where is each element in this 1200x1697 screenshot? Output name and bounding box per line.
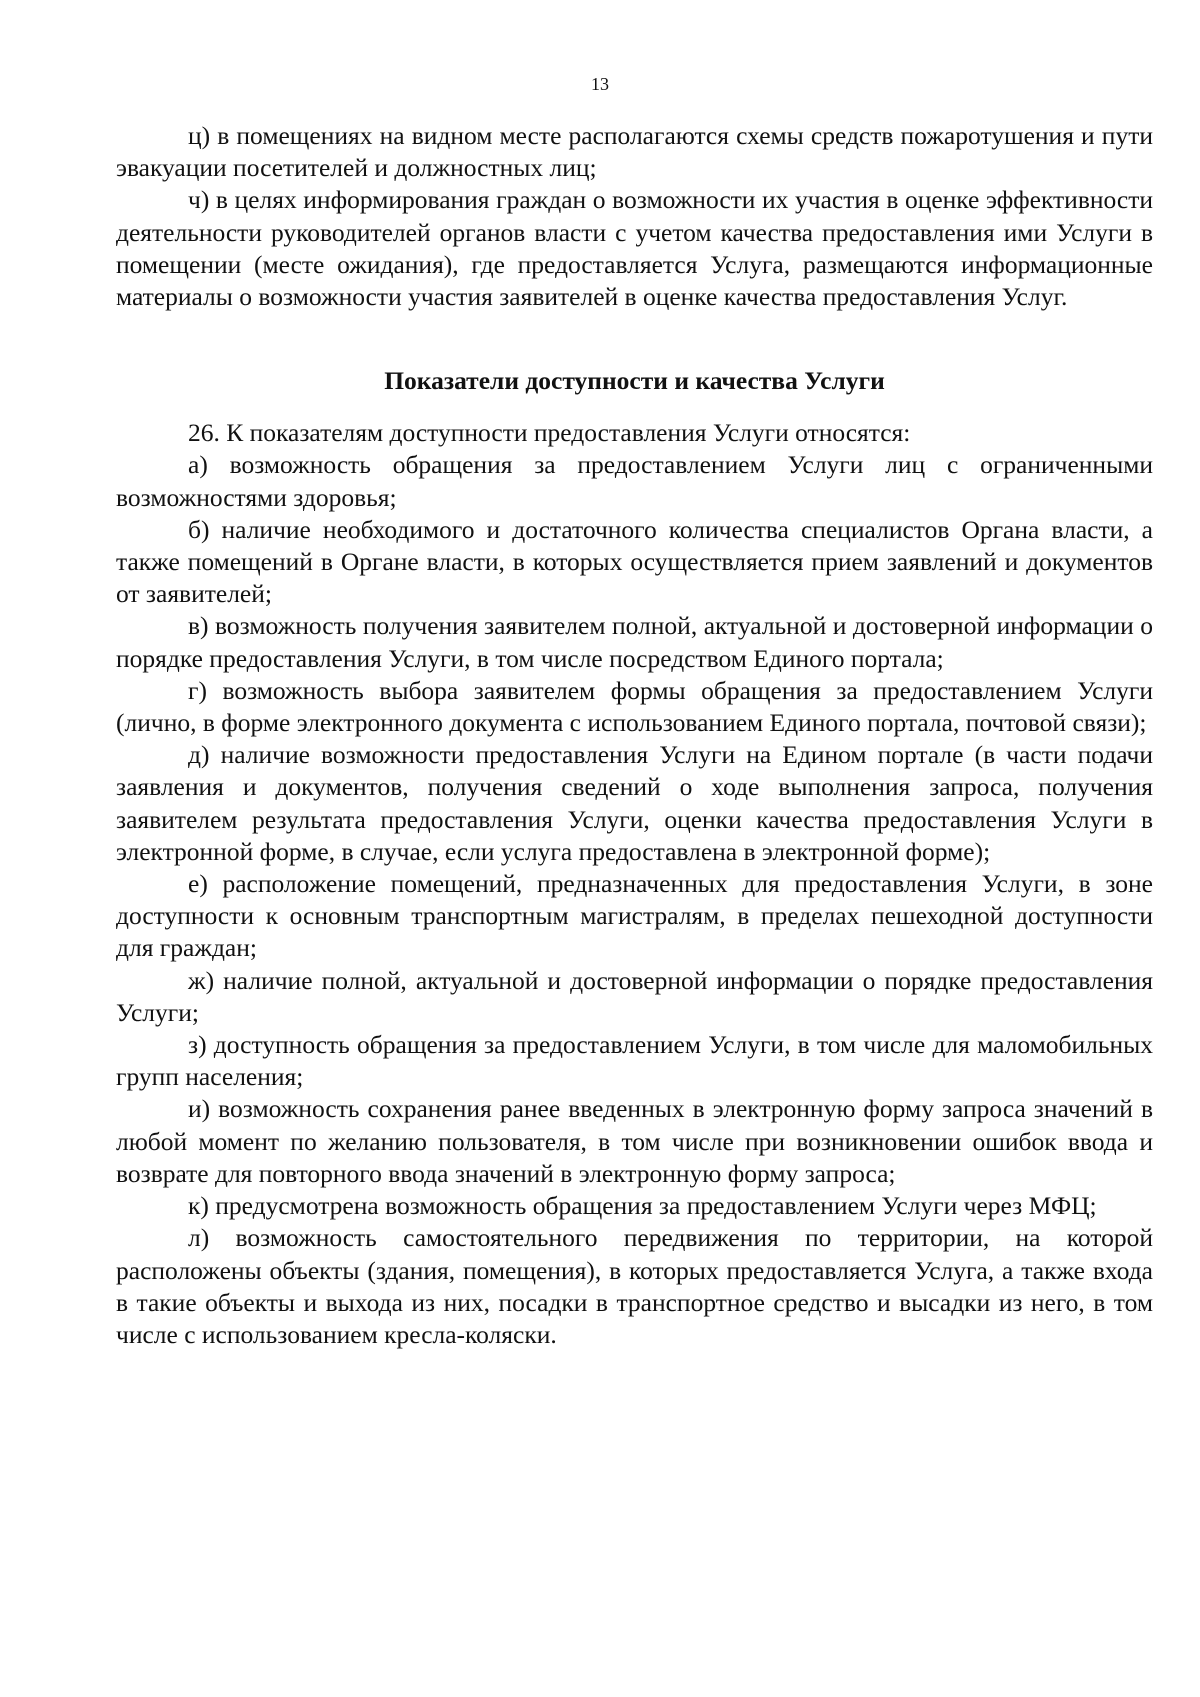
list-item-ch: ч) в целях информирования граждан о возможности их участия в оценке эффективности деятельности руководителей органов власти с учетом качества предоставления ими Услуги в помещении (месте ожидания), где предоставляется Услуга, размещаются информационные материалы о возможности участия заявителей в оценке качества предоставления Услуг. (116, 185, 1153, 312)
section-heading: Показатели доступности и качества Услуги (384, 366, 885, 396)
list-item-d: д) наличие возможности предоставления Услуги на Едином портале (в части подачи заявления и документов, получения сведений о ходе выполнения запроса, получения заявителем результата предоставления Услуги, оценки качества предоставления Услуги в электронной форме, в случае, если услуга предоставлена в электронной форме); (116, 740, 1153, 866)
list-item-i: и) возможность сохранения ранее введенных в электронную форму запроса значений в любой момент по желанию пользователя, в том числе при возникновении ошибок ввода и возврате для повторного ввода значений в электронную форму запроса; (116, 1094, 1153, 1188)
list-item-a: а) возможность обращения за предоставлением Услуги лиц с ограниченными возможностями здоровья; (116, 450, 1153, 512)
list-item-k: к) предусмотрена возможность обращения за предоставлением Услуги через МФЦ; (188, 1191, 1097, 1221)
list-item-v: в) возможность получения заявителем полной, актуальной и достоверной информации о порядке предоставления Услуги, в том числе посредством Единого портала; (116, 611, 1153, 673)
list-item-b: б) наличие необходимого и достаточного количества специалистов Органа власти, а также помещений в Органе власти, в которых осуществляется прием заявлений и документов от заявителей; (116, 514, 1153, 609)
list-item-g: г) возможность выбора заявителем формы обращения за предоставлением Услуги (лично, в форме электронного документа с использованием Единого портала, почтовой связи); (116, 675, 1153, 738)
list-item-e: е) расположение помещений, предназначенных для предоставления Услуги, в зоне доступности к основным транспортным магистралям, в пределах пешеходной доступности для граждан; (116, 869, 1153, 963)
list-item-z: з) доступность обращения за предоставлением Услуги, в том числе для маломобильных групп населения; (116, 1030, 1153, 1092)
page-number: 13 (591, 74, 609, 94)
list-item-zh: ж) наличие полной, актуальной и достоверной информации о порядке предоставления Услуги; (116, 965, 1153, 1027)
list-item-ts: ц) в помещениях на видном месте располагаются схемы средств пожаротушения и пути эвакуации посетителей и должностных лиц; (116, 121, 1153, 183)
list-item-l: л) возможность самостоятельного передвижения по территории, на которой расположены объекты (здания, помещения), в которых предоставляется Услуга, а также входа в такие объекты и выхода из них, посадки в транспортное средство и высадки из него, в том числе с использованием кресла-коляски. (116, 1223, 1153, 1349)
section-lead-paragraph: 26. К показателям доступности предоставления Услуги относятся: (188, 418, 911, 448)
document-body (116, 120, 1153, 1351)
